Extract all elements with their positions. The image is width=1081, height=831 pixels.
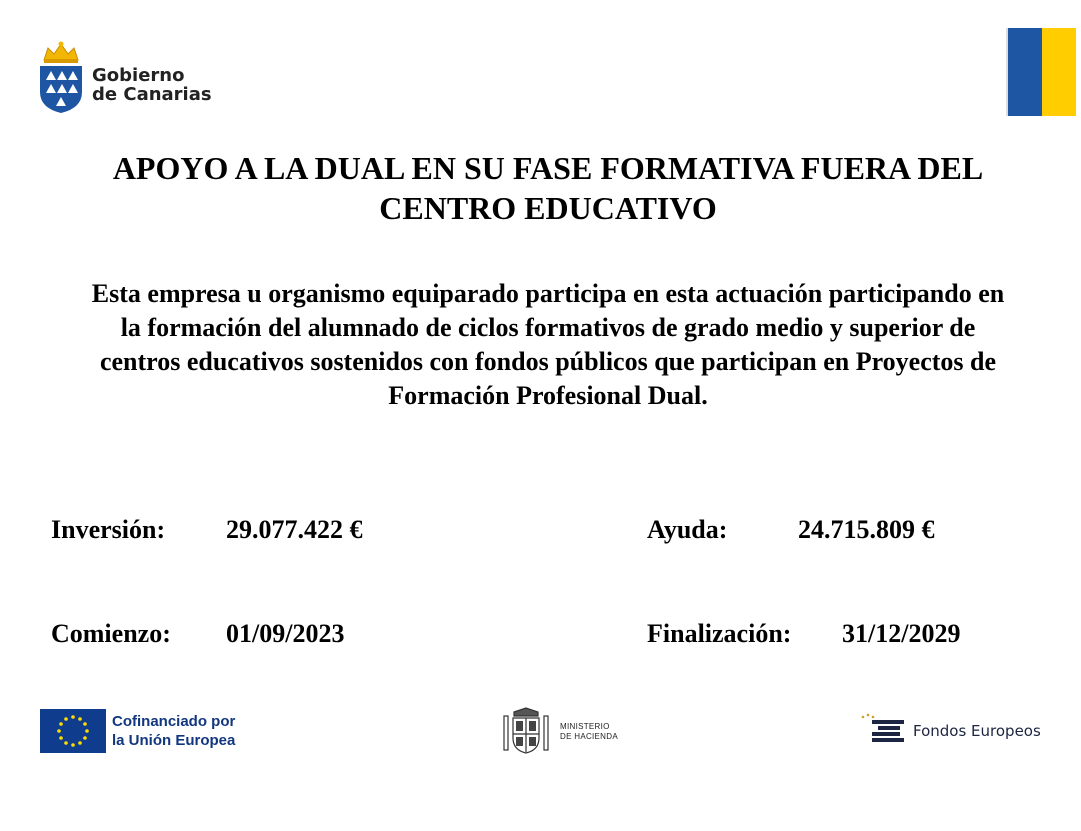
description-line-2: la formación del alumnado de ciclos formativos de grado medio y superior de — [120, 313, 976, 342]
flag-blue-stripe — [1008, 28, 1042, 116]
spain-coat-of-arms-icon — [500, 706, 552, 756]
description-line-1: Esta empresa u organismo equiparado participa en esta actuación participando en — [91, 279, 1005, 308]
eu-line2: la Unión Europea — [112, 732, 236, 749]
inversion-value: 29.077.422 € — [226, 515, 363, 544]
inversion-label: Inversión: — [51, 515, 166, 544]
eu-stars-icon — [40, 709, 106, 753]
fondos-europeos-icon — [860, 713, 908, 747]
eu-flag-icon — [40, 709, 106, 753]
ayuda-value: 24.715.809 € — [798, 515, 935, 544]
ministerio-hacienda-text — [560, 722, 618, 742]
title-line-1: APOYO A LA DUAL EN SU FASE FORMATIVA FUERA DEL — [112, 150, 984, 186]
page-title — [40, 148, 1056, 228]
description-line-3: centros educativos sostenidos con fondos públicos que participan en Proyectos de — [99, 347, 997, 376]
logo-line1: Gobierno — [92, 65, 185, 86]
canarias-flag — [1006, 28, 1076, 116]
flag-yellow-stripe — [1042, 28, 1076, 116]
finalizacion-label: Finalización: — [647, 619, 792, 648]
logo-line2: de Canarias — [92, 84, 212, 105]
ayuda-label: Ayuda: — [647, 515, 728, 544]
comienzo-label: Comienzo: — [51, 619, 171, 648]
eu-line1: Cofinanciado por — [112, 713, 236, 730]
fondos-europeos-text: Fondos Europeos — [913, 722, 1041, 740]
gobierno-canarias-logo — [36, 40, 236, 115]
title-line-2: CENTRO EDUCATIVO — [379, 190, 717, 226]
description — [22, 277, 1074, 413]
logo-text — [92, 66, 212, 104]
canarias-coat-of-arms-icon — [36, 40, 86, 115]
comienzo-value: 01/09/2023 — [226, 619, 345, 648]
ministry-line2: DE HACIENDA — [560, 732, 618, 741]
ministry-line1: MINISTERIO — [560, 722, 610, 731]
finalizacion-value: 31/12/2029 — [842, 619, 961, 648]
description-line-4: Formación Profesional Dual. — [388, 381, 708, 410]
eu-cofinanciado-text — [112, 712, 235, 750]
